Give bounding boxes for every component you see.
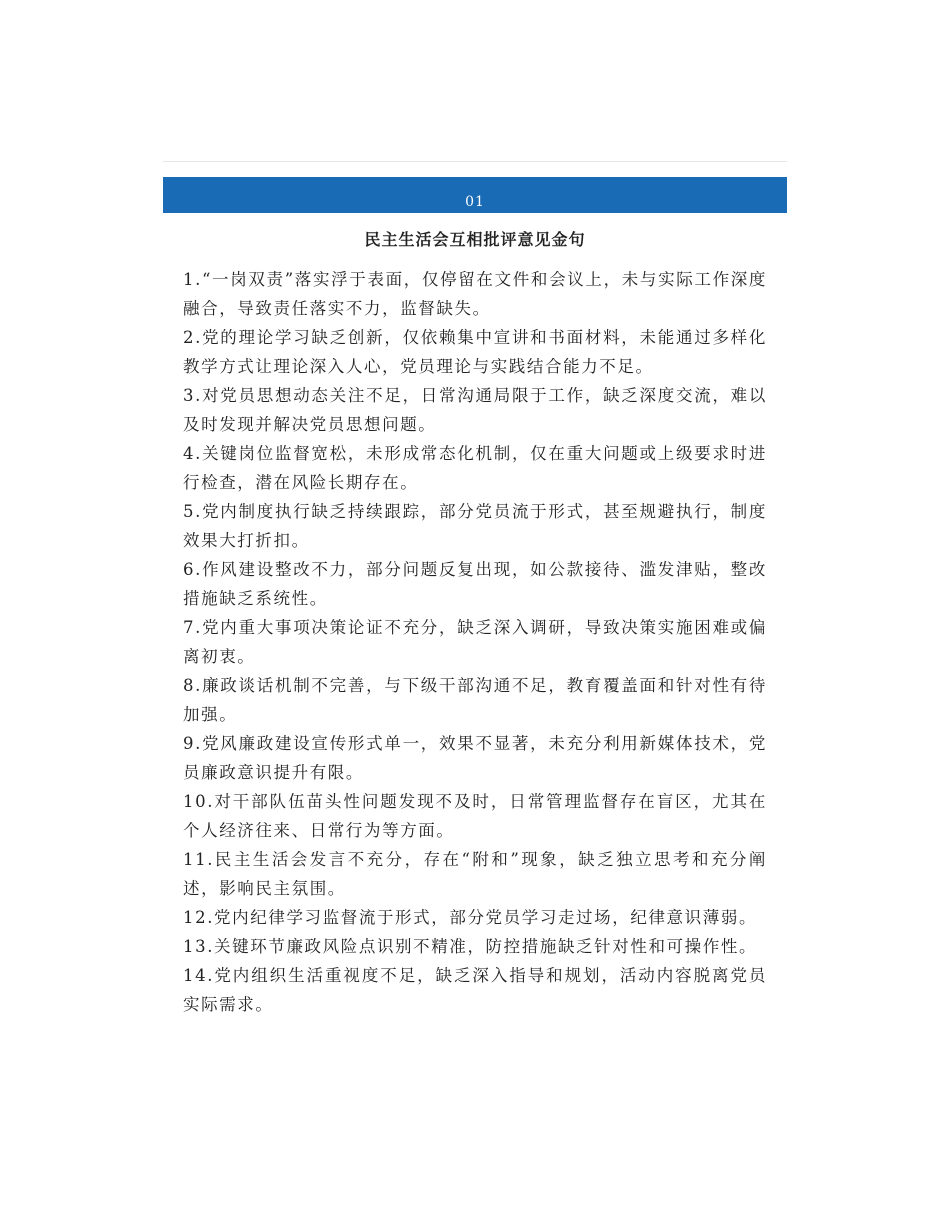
list-item: 6.作风建设整改不力，部分问题反复出现，如公款接待、滥发津贴，整改措施缺乏系统性。	[183, 560, 767, 608]
list-item: 10.对干部队伍苗头性问题发现不及时，日常管理监督存在盲区，尤其在个人经济往来、日常行为等方面。	[183, 792, 767, 840]
list-item: 13.关键环节廉政风险点识别不精准，防控措施缺乏针对性和可操作性。	[183, 937, 758, 956]
list-item: 5.党内制度执行缺乏持续跟踪，部分党员流于形式，甚至规避执行，制度效果大打折扣。	[183, 502, 767, 550]
list-item: 1.“一岗双责”落实浮于表面，仅停留在文件和会议上，未与实际工作深度融合，导致责任落实不力，监督缺失。	[183, 270, 767, 318]
list-item: 7.党内重大事项决策论证不充分，缺乏深入调研，导致决策实施困难或偏离初衷。	[183, 618, 767, 666]
list-item: 2.党的理论学习缺乏创新，仅依赖集中宣讲和书面材料，未能通过多样化教学方式让理论深入人心，党员理论与实践结合能力不足。	[183, 328, 767, 376]
list-item: 9.党风廉政建设宣传形式单一，效果不显著，未充分利用新媒体技术，党员廉政意识提升有限。	[183, 734, 767, 782]
list-item: 11.民主生活会发言不充分，存在“附和”现象，缺乏独立思考和充分阐述，影响民主氛围。	[183, 850, 767, 898]
criticism-list	[183, 265, 767, 1019]
top-divider	[163, 161, 787, 162]
list-item: 3.对党员思想动态关注不足，日常沟通局限于工作，缺乏深度交流，难以及时发现并解决党员思想问题。	[183, 386, 767, 434]
list-item: 14.党内组织生活重视度不足，缺乏深入指导和规划，活动内容脱离党员实际需求。	[183, 966, 767, 1014]
list-item: 8.廉政谈话机制不完善，与下级干部沟通不足，教育覆盖面和针对性有待加强。	[183, 676, 767, 724]
section-header-bar	[163, 177, 787, 213]
document-title: 民主生活会互相批评意见金句	[364, 230, 586, 249]
section-number: 01	[465, 194, 485, 210]
list-item: 12.党内纪律学习监督流于形式，部分党员学习走过场，纪律意识薄弱。	[183, 908, 758, 927]
list-item: 4.关键岗位监督宽松，未形成常态化机制，仅在重大问题或上级要求时进行检查，潜在风险长期存在。	[183, 444, 767, 492]
